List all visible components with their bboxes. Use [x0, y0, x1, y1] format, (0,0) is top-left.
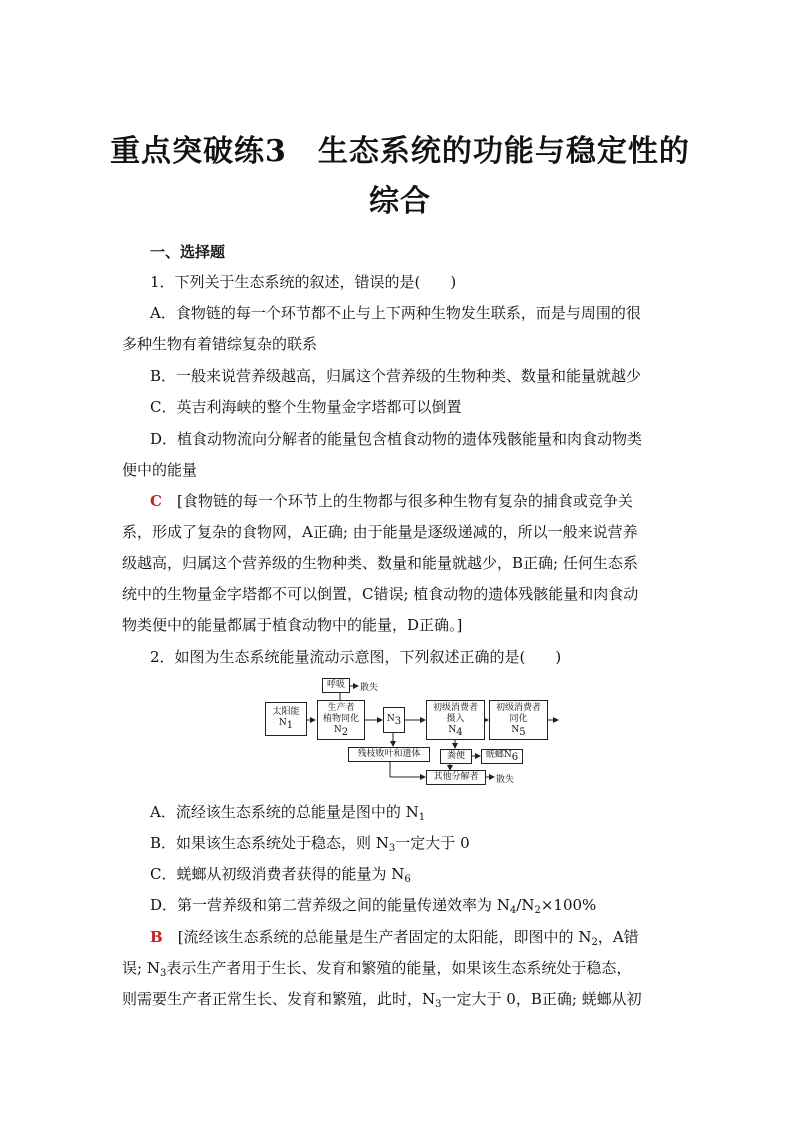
q2-option-d-text: D．第一营养级和第二营养级之间的能量传递效率为 N [150, 896, 510, 914]
n5-subscript: 5 [519, 726, 526, 738]
q2-option-c [150, 864, 706, 890]
q2-option-a-text: A．流经该生态系统的总能量是图中的 N [150, 803, 419, 821]
n6-symbol: N [503, 750, 512, 760]
q2-answer: B [150, 928, 163, 946]
producer-label: 生产者 [327, 702, 355, 713]
sun-energy-box [265, 702, 307, 736]
q2-exp2-sub: 3 [159, 968, 167, 979]
page-title-line1: 重点突破练3 生态系统的功能与稳定性的 [110, 134, 690, 169]
page-title-line2: 综合 [369, 184, 431, 219]
sun-subscript: 1 [286, 720, 294, 731]
producer-symbol: N [333, 724, 342, 735]
q1-explanation-line1 [150, 491, 706, 511]
q1-explanation-text: [食物链的每一个环节上的生物都与很多种生物有复杂的捕食或竞争关 [176, 492, 633, 510]
producer-subscript: 2 [341, 726, 349, 738]
q2-option-c-sub: 6 [404, 874, 411, 885]
n3-box [383, 707, 405, 733]
q2-option-d-sub2: 2 [534, 905, 541, 916]
q2-option-d [150, 895, 706, 921]
section-heading: 一、选择题 [150, 243, 226, 261]
q2-option-a-sub: 1 [418, 812, 426, 823]
q1-answer: C [150, 492, 162, 510]
q1-explanation-line5: 物类便中的能量都属于植食动物中的能量，D正确。] [122, 616, 463, 634]
n4-subscript: 4 [456, 726, 463, 738]
q1-explanation-line2: 系，形成了复杂的食物网，A正确; 由于能量是逐级递减的，所以一般来说营养 [122, 523, 638, 541]
sun-label: 太阳能 [272, 707, 300, 717]
q2-explanation-line1 [150, 927, 706, 953]
q2-option-b-tail: 一定大于 0 [395, 834, 470, 852]
q2-option-b-text: B．如果该生态系统处于稳态，则 N [150, 834, 389, 852]
q1-option-c: C．英吉利海峡的整个生物量金字塔都可以倒置 [150, 398, 462, 416]
consumer-intake-box [426, 700, 485, 740]
producer-assim-label: 植物同化 [322, 713, 359, 724]
q2-exp3-tail: 一定大于 0，B正确; 蜣螂从初 [441, 990, 642, 1008]
q2-option-c-text: C．蜣螂从初级消费者获得的能量为 N [150, 865, 405, 883]
q1-option-b: B．一般来说营养级越高，归属这个营养级的生物种类、数量和能量就越少 [150, 367, 642, 385]
q2-exp2-text: 误; N [122, 959, 160, 977]
consumer-intake-label: 初级消费者 [432, 702, 478, 713]
q2-stem: 2．如图为生态系统能量流动示意图，下列叙述正确的是( ) [150, 648, 562, 666]
assim-label: 同化 [509, 713, 528, 724]
q2-explanation-line2 [122, 958, 678, 984]
q2-option-d-tail: ×100% [540, 896, 597, 914]
feces-box: 粪便 [440, 749, 472, 764]
q1-stem: 1．下列关于生态系统的叙述，错误的是( ) [150, 273, 457, 291]
dung-beetle-box [481, 749, 523, 764]
q2-exp3-text: 则需要生产者正常生长、发育和繁殖，此时，N [122, 990, 436, 1008]
q2-option-b [150, 833, 706, 859]
energy-flow-diagram [260, 676, 560, 791]
n4-symbol: N [448, 724, 457, 735]
consumer-assim-label: 初级消费者 [495, 702, 541, 713]
dissipate-label-1: 散失 [360, 683, 379, 693]
producer-box [317, 700, 365, 740]
n6-subscript: 6 [511, 752, 519, 763]
q2-option-b-sub: 3 [388, 843, 396, 854]
q1-option-a-line2: 多种生物有着错综复杂的联系 [122, 335, 318, 353]
q1-option-a-line1: A．食物链的每一个环节都不止与上下两种生物发生联系，而是与周围的很 [150, 304, 641, 322]
dung-beetle-label: 蜣螂 [485, 750, 504, 760]
q2-option-d-sub1: 4 [509, 905, 517, 916]
sun-symbol: N [278, 718, 287, 728]
q2-option-a [150, 802, 706, 828]
intake-label: 摄入 [446, 713, 465, 724]
q2-exp3-sub: 3 [435, 999, 442, 1010]
residue-box: 残枝败叶和遗体 [348, 747, 430, 762]
q1-explanation-line4: 统中的生物量金字塔都不可以倒置，C错误; 植食动物的遗体残骸能量和肉食动 [122, 585, 639, 603]
n3-subscript: 3 [394, 715, 402, 727]
q2-explanation-line3 [122, 989, 678, 1015]
q2-option-d-mid: /N [516, 896, 535, 914]
q2-exp1-tail: ，A错 [597, 928, 639, 946]
q2-exp1-text: [流经该生态系统的总能量是生产者固定的太阳能，即图中的 N [177, 928, 592, 946]
n5-symbol: N [511, 724, 520, 735]
consumer-assim-box [489, 700, 548, 740]
respiration-box: 呼吸 [322, 678, 350, 693]
decomposer-box: 其他分解者 [426, 770, 486, 785]
q2-exp1-sub: 2 [591, 937, 598, 948]
q1-explanation-line3: 级越高，归属这个营养级的生物种类、数量和能量就越少，B正确; 任何生态系 [122, 554, 638, 572]
n3-symbol: N [386, 713, 395, 724]
dissipate-label-2: 散失 [496, 775, 515, 785]
q1-option-d-line2: 便中的能量 [122, 461, 198, 479]
q1-option-d-line1: D．植食动物流向分解者的能量包含植食动物的遗体残骸能量和肉食动物类 [150, 430, 643, 448]
q2-exp2-tail: 表示生产者用于生长、发育和繁殖的能量，如果该生态系统处于稳态， [166, 959, 632, 977]
